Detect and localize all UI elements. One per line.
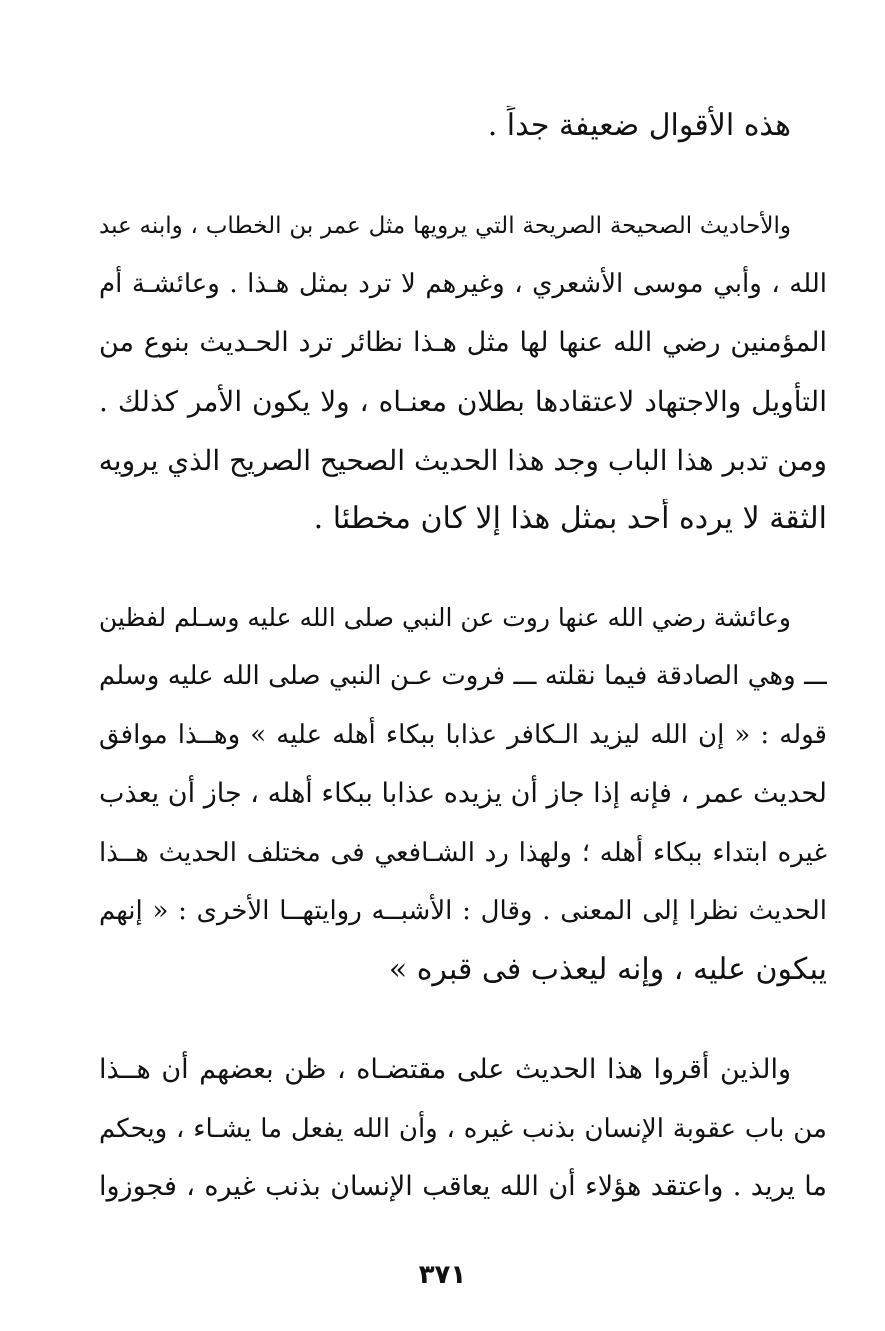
text-line: ما يريد . واعتقد هؤلاء أن الله يعاقب الإنسان بذنب غيره ، فجوزوا [99,1171,827,1202]
text-line: الثقة لا يرده أحد بمثل هذا إلا كان مخطئا . [313,501,827,536]
text-line: يبكون عليه ، وإنه ليعذب فى قبره » [388,952,827,987]
text-line: ـــ وهي الصادقة فيما نقلته ـــ فروت عـن النبي صلى الله عليه وسلم [99,661,827,691]
text-line: غيره ابتداء ببكاء أهله ؛ ولهذا رد الشـافعي فى مختلف الحديث هــذا [99,838,827,868]
text-line: ومن تدبر هذا الباب وجد هذا الحديث الصحيح الصريح الذي يرويه [99,444,827,477]
text-line: هذه الأقوال ضعيفة جداً . [487,108,791,143]
text-line: التأويل والاجتهاد لاعتقادها بطلان معنـاه ، ولا يكون الأمر كذلك . [99,385,827,418]
text-line: قوله : « إن الله ليزيد الـكافر عذابا ببكاء أهله عليه » وهــذا موافق [99,720,827,750]
text-line: لحديث عمر ، فإنه إذا جاز أن يزيده عذابا ببكاء أهله ، جاز أن يعذب [99,778,827,809]
page-number: ٣٧١ [418,1260,467,1290]
text-line: وعائشة رضي الله عنها روت عن النبي صلى الله عليه وسـلم لفظين [99,603,791,632]
text-line: والذين أقروا هذا الحديث على مقتضـاه ، ظن بعضهم أن هــذا [99,1054,791,1085]
text-line: والأحاديث الصحيحة الصريحة التي يرويها مثل عمر بن الخطاب ، وابنه عبد [99,213,791,239]
text-line: الله ، وأبي موسى الأشعري ، وغيرهم لا ترد بمثل هـذا . وعائشـة أم [99,269,827,299]
text-line: الحديث نظرا إلى المعنى . وقال : الأشبــه روايتهــا الأخرى : « إنهم [99,896,827,926]
text-line: المؤمنين رضي الله عنها لها مثل هـذا نظائر ترد الحـديث بنوع من [99,327,827,358]
text-line: من باب عقوبة الإنسان بذنب غيره ، وأن الله يفعل ما يشـاء ، ويحكم [99,1114,827,1144]
